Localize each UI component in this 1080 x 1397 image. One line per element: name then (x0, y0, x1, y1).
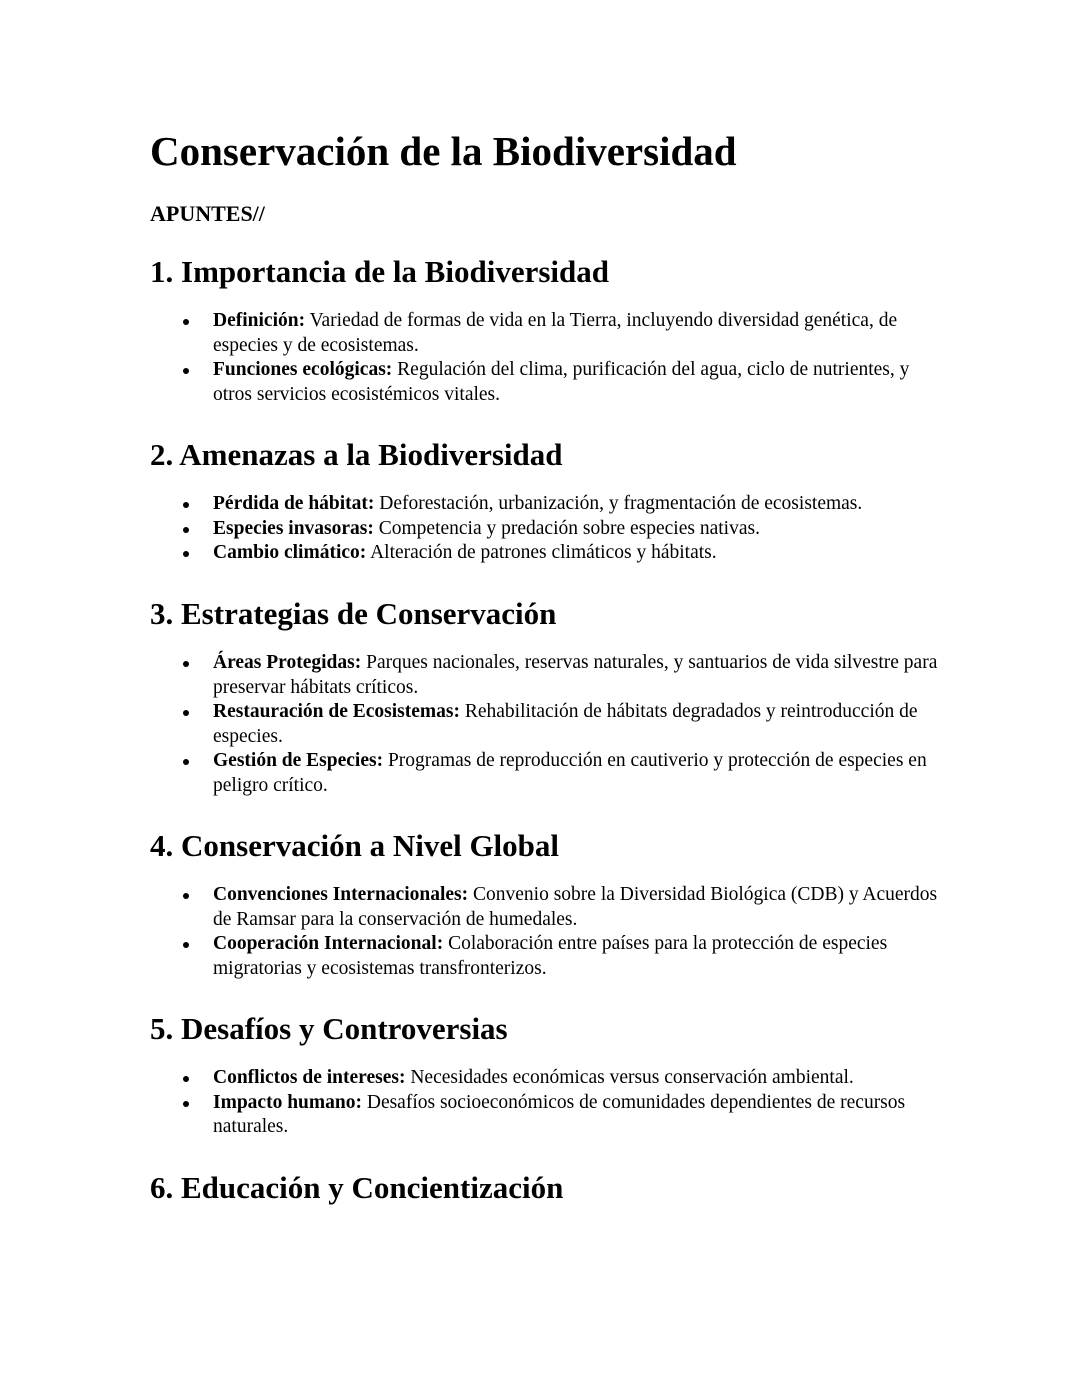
section-estrategias (150, 595, 940, 798)
item-text: Programas de reproducción en cautiverio y protección de especies en peligro crítico. (213, 750, 927, 796)
item-text: Desafíos socioeconómicos de comunidades dependientes de recursos naturales. (213, 1091, 906, 1137)
bullet-icon (183, 942, 189, 948)
list-item (150, 358, 940, 407)
item-term: Gestión de Especies: (213, 750, 384, 771)
item-text: Colaboración entre países para la protección de especies migratorias y ecosistemas transfronterizos. (213, 933, 888, 979)
bullet-icon (183, 1101, 189, 1107)
item-text: Regulación del clima, purificación del agua, ciclo de nutrientes, y otros servicios ecosistémicos vitales. (213, 359, 910, 405)
item-term: Definición: (213, 310, 306, 331)
bullet-icon (183, 661, 189, 667)
item-term: Áreas Protegidas: (213, 652, 362, 673)
bullet-list (150, 492, 940, 566)
section-educacion (150, 1169, 940, 1207)
section-desafios (150, 1010, 940, 1140)
item-term: Cambio climático: (213, 542, 367, 563)
page-subtitle: APUNTES// (150, 201, 265, 226)
bullet-icon (183, 1076, 189, 1082)
bullet-icon (183, 710, 189, 716)
section-heading: 6. Educación y Concientización (150, 1170, 564, 1205)
item-term: Pérdida de hábitat: (213, 493, 375, 514)
section-heading: 2. Amenazas a la Biodiversidad (150, 437, 563, 472)
bullet-list (150, 651, 940, 798)
item-term: Funciones ecológicas: (213, 359, 393, 380)
list-item (150, 883, 940, 932)
item-term: Convenciones Internacionales: (213, 884, 469, 905)
list-item (150, 1066, 940, 1091)
list-item (150, 309, 940, 358)
list-item (150, 492, 940, 517)
bullet-icon (183, 319, 189, 325)
section-global (150, 827, 940, 981)
section-heading: 3. Estrategias de Conservación (150, 596, 557, 631)
bullet-icon (183, 759, 189, 765)
section-heading: 1. Importancia de la Biodiversidad (150, 254, 610, 289)
list-item (150, 700, 940, 749)
bullet-icon (183, 551, 189, 557)
item-text: Competencia y predación sobre especies nativas. (373, 517, 760, 539)
bullet-icon (183, 893, 189, 899)
bullet-list (150, 883, 940, 981)
item-text: Alteración de patrones climáticos y hábitats. (366, 542, 717, 563)
bullet-list (150, 1066, 940, 1140)
list-item (150, 932, 940, 981)
list-item (150, 651, 940, 700)
item-term: Conflictos de intereses: (213, 1067, 406, 1088)
bullet-list (150, 309, 940, 407)
item-text: Rehabilitación de hábitats degradados y reintroducción de especies. (213, 701, 918, 747)
item-text: Variedad de formas de vida en la Tierra, incluyendo diversidad genética, de especies y de ecosistemas. (213, 310, 898, 356)
section-heading: 4. Conservación a Nivel Global (150, 828, 560, 863)
item-term: Especies invasoras: (213, 517, 374, 539)
item-text: Parques nacionales, reservas naturales, y santuarios de vida silvestre para preservar hábitats críticos. (213, 652, 938, 698)
bullet-icon (183, 502, 189, 508)
page-title: Conservación de la Biodiversidad (150, 128, 737, 174)
item-term: Impacto humano: (213, 1091, 362, 1113)
list-item (150, 541, 940, 566)
list-item (150, 749, 940, 798)
section-importancia (150, 253, 940, 407)
item-text: Deforestación, urbanización, y fragmentación de ecosistemas. (374, 493, 863, 514)
section-heading: 5. Desafíos y Controversias (150, 1011, 508, 1046)
item-text: Convenio sobre la Diversidad Biológica (CDB) y Acuerdos de Ramsar para la conservación de humedales. (213, 884, 938, 930)
item-term: Cooperación Internacional: (213, 933, 444, 954)
list-item (150, 517, 940, 542)
section-amenazas (150, 436, 940, 566)
bullet-icon (183, 368, 189, 374)
bullet-icon (183, 527, 189, 533)
item-text: Necesidades económicas versus conservación ambiental. (405, 1067, 854, 1088)
list-item (150, 1091, 940, 1140)
item-term: Restauración de Ecosistemas: (213, 701, 460, 722)
